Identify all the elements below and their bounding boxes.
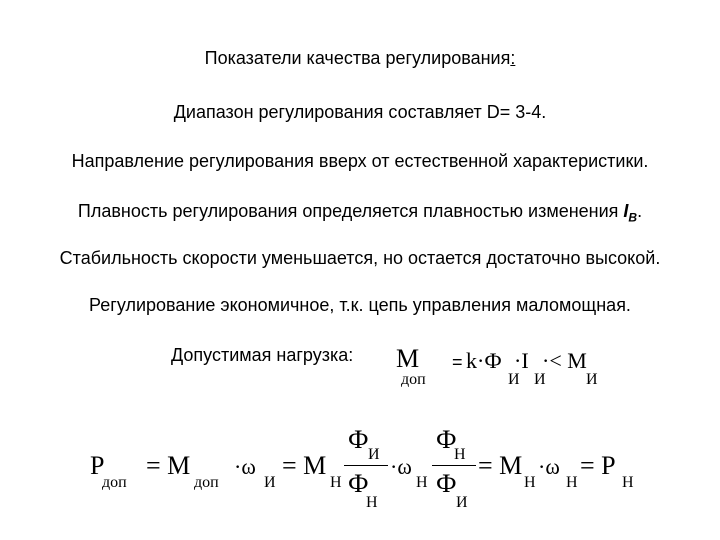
f2-omega3: ·ω (538, 454, 560, 479)
f1-sub-i2: И (534, 371, 546, 388)
excitation-current-symbol (623, 201, 638, 225)
f2-frac1-den: Ф (348, 469, 369, 498)
f2-eq-m3: = М (478, 451, 523, 480)
title-text: Показатели качества регулирования (204, 48, 511, 68)
f2-omega2: ·ω (390, 454, 412, 479)
f2-frac2-den-sub: И (456, 494, 468, 511)
range-line: Диапазон регулирования составляет D= 3-4. (173, 102, 547, 122)
f2-p: Р (90, 451, 105, 480)
f2-eq-m2: = М (282, 451, 327, 480)
f2-omega1: ·ω (234, 454, 256, 479)
f1-dot-i: ·I (514, 348, 529, 373)
current-letter: I (623, 201, 629, 221)
f2-frac2-num-sub: Н (454, 446, 466, 463)
f2-frac2-den: Ф (436, 469, 457, 498)
current-subscript: В (628, 210, 638, 225)
f2-sub-n4: Н (566, 474, 578, 491)
f1-sub-i3: И (586, 371, 598, 388)
f2-sub-n2: Н (416, 474, 428, 491)
f2-frac2-num: Ф (436, 425, 457, 454)
f2-sub-n3: Н (524, 474, 536, 491)
f2-frac1-bar (344, 465, 388, 466)
allowed-torque-formula (396, 342, 616, 392)
f2-frac1-num-sub: И (368, 446, 380, 463)
title-colon: : (510, 48, 516, 68)
f1-sub-dop: доп (401, 371, 426, 388)
f1-sub-i1: И (508, 371, 520, 388)
allowed-load-label: Допустимая нагрузка: (171, 345, 354, 365)
f1-lt-m: ·< М (542, 348, 587, 373)
f2-sub-i1: И (264, 474, 276, 491)
economy-line: Регулирование экономичное, т.к. цепь управления маломощная. (89, 295, 631, 315)
smoothness-line (0, 200, 720, 229)
f2-frac1-num: Ф (348, 425, 369, 454)
f2-sub-n1: Н (330, 474, 342, 491)
f1-eq: = (452, 352, 463, 372)
f1-m: М (396, 344, 420, 373)
page-title (0, 47, 720, 69)
f2-eq-p: = Р (580, 451, 616, 480)
f2-sub-n5: Н (622, 474, 634, 491)
direction-line: Направление регулирования вверх от естественной характеристики. (71, 151, 649, 171)
f2-frac2-bar (432, 465, 476, 466)
f1-k-phi: k·Ф (466, 348, 502, 373)
f2-sub-dop1: доп (102, 474, 127, 491)
f2-frac1-den-sub: Н (366, 494, 378, 511)
f2-eq-m1: = М (146, 451, 191, 480)
allowed-power-formula (90, 425, 650, 525)
smoothness-period: . (637, 201, 643, 221)
stability-line: Стабильность скорости уменьшается, но остается достаточно высокой. (59, 248, 661, 268)
f2-sub-dop2: доп (194, 474, 219, 491)
smoothness-text: Плавность регулирования определяется плавностью изменения (77, 201, 624, 221)
